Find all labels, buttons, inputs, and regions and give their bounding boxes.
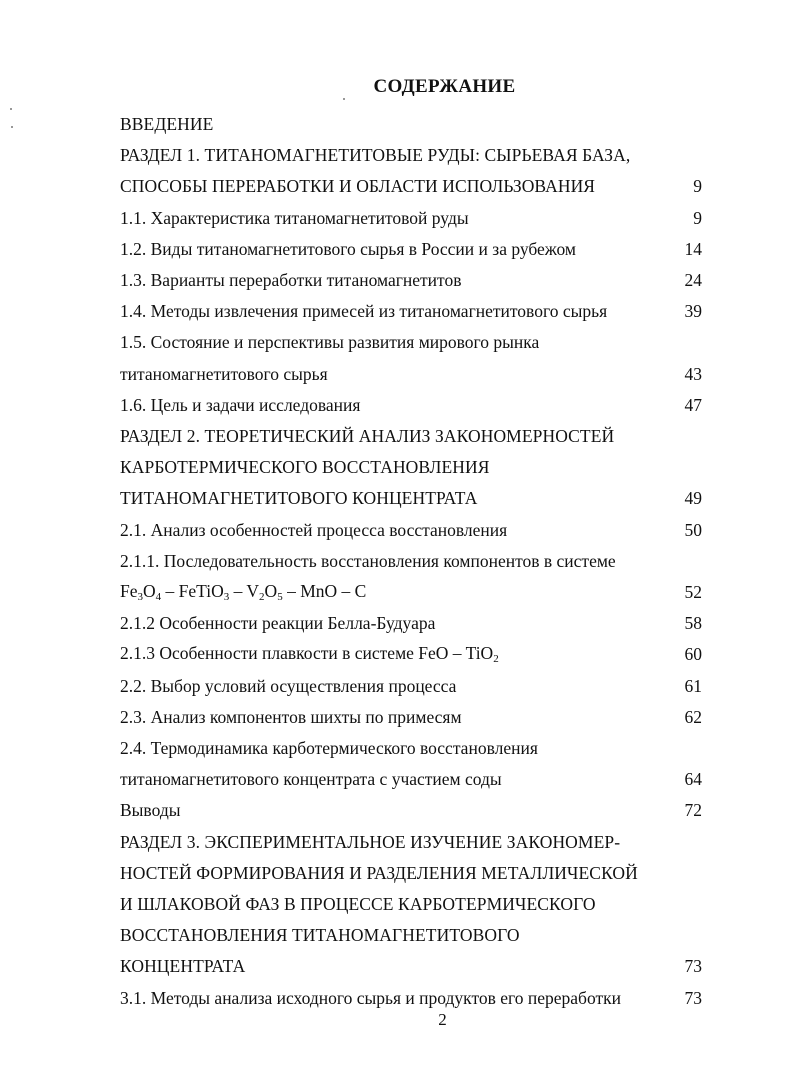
toc-row	[120, 672, 702, 703]
toc-entry-text: 2.3. Анализ компонентов шихты по примесям	[120, 706, 462, 727]
toc-entry-text: титаномагнетитового концентрата с участием соды	[120, 769, 502, 790]
toc-entry-text: 1.4. Методы извлечения примесей из титаномагнетитового сырья	[120, 301, 608, 322]
toc-entry-text: 2.1.1. Последовательность восстановления компонентов в системе	[120, 550, 616, 571]
toc-entry-text: 1.3. Варианты переработки титаномагнетитов	[120, 270, 462, 290]
toc-row	[120, 578, 702, 609]
toc-row	[120, 890, 702, 921]
toc-entry-text: Выводы	[120, 800, 181, 821]
toc-entry-text: 1.5. Состояние и перспективы развития мирового рынка	[120, 332, 540, 353]
toc-row	[120, 765, 702, 796]
toc-entry-page: 9	[693, 207, 702, 228]
toc-entry-text: 1.2. Виды титаномагнетитового сырья в России и за рубежом	[120, 238, 576, 259]
toc-entry-text: НОСТЕЙ ФОРМИРОВАНИЯ И РАЗДЕЛЕНИЯ МЕТАЛЛИЧЕСКОЙ	[120, 862, 638, 883]
toc-row	[120, 609, 702, 640]
toc-entry-page: 64	[684, 769, 702, 790]
toc-entry-text: титаномагнетитового сырья	[120, 363, 328, 384]
toc-row	[120, 516, 702, 547]
toc-entry-text: $Fe_3O_4$ – FeTiO$_3$ – $V_2O_5$ – MnO – C	[120, 581, 367, 603]
toc-row	[120, 360, 702, 391]
toc-entry-page: 50	[684, 519, 702, 540]
toc-entry-text: 2.1.2 Особенности реакции Белла-Будуара	[120, 613, 436, 634]
toc-entry-text: 2.1.3 Особенности плавкости в системе FeO – TiO$_2$	[120, 643, 499, 666]
toc-entry-page: 72	[684, 800, 702, 821]
toc-entry-page: 62	[684, 706, 702, 727]
toc-row	[120, 734, 702, 765]
toc-entry-page: 49	[684, 488, 702, 509]
toc-row	[120, 547, 702, 578]
toc-row	[120, 703, 702, 734]
page-number: 2	[438, 1010, 447, 1029]
toc-entry-page: 14	[684, 238, 702, 259]
scan-speck	[11, 126, 13, 128]
toc-entry-text: 1.1. Характеристика титаномагнетитовой руды	[120, 207, 469, 228]
toc-entry-page: 60	[684, 644, 702, 665]
toc-entry-text: СПОСОБЫ ПЕРЕРАБОТКИ И ОБЛАСТИ ИСПОЛЬЗОВАНИЯ	[120, 176, 596, 197]
toc-entry-text: КОНЦЕНТРАТА	[120, 956, 246, 977]
toc-entry-page: 43	[684, 363, 702, 384]
toc-entry-page: 9	[693, 176, 702, 197]
toc-entry-page: 39	[684, 301, 702, 322]
toc-entry-page: 73	[684, 956, 702, 977]
toc-entry-page: 47	[684, 394, 702, 415]
toc-entry-text: 2.2. Выбор условий осуществления процесса	[120, 675, 457, 696]
toc-entry-text: ТИТАНОМАГНЕТИТОВОГО КОНЦЕНТРАТА	[120, 488, 478, 509]
toc-entry-page: 58	[684, 613, 702, 634]
toc-entry-page: 73	[684, 987, 702, 1008]
toc-row	[120, 828, 702, 859]
scan-speck	[343, 98, 345, 100]
toc-row	[120, 859, 702, 890]
toc-row	[120, 235, 702, 266]
toc-entry-text: ВОССТАНОВЛЕНИЯ ТИТАНОМАГНЕТИТОВОГО	[120, 925, 520, 946]
toc-entry-text: 2.4. Термодинамика карботермического восстановления	[120, 738, 538, 758]
toc-entry-page: 24	[684, 270, 702, 290]
toc-row	[120, 391, 702, 422]
toc-entry-text: И ШЛАКОВОЙ ФАЗ В ПРОЦЕССЕ КАРБОТЕРМИЧЕСКОГО	[120, 894, 596, 914]
toc-row	[120, 453, 702, 484]
page-title: СОДЕРЖАНИЕ	[373, 76, 516, 97]
toc-row	[120, 484, 702, 515]
toc-entry-text: 1.6. Цель и задачи исследования	[120, 394, 361, 415]
toc-entry-text: РАЗДЕЛ 2. ТЕОРЕТИЧЕСКИЙ АНАЛИЗ ЗАКОНОМЕРНОСТЕЙ	[120, 426, 615, 446]
toc-row	[120, 422, 702, 453]
toc-row	[120, 297, 702, 328]
toc-entry-text: ВВЕДЕНИЕ	[120, 114, 214, 134]
scan-speck	[10, 108, 12, 110]
toc-entry-text: КАРБОТЕРМИЧЕСКОГО ВОССТАНОВЛЕНИЯ	[120, 457, 490, 478]
toc-entry-text: 2.1. Анализ особенностей процесса восстановления	[120, 519, 508, 540]
toc-row	[120, 640, 702, 671]
toc-row	[120, 796, 702, 827]
toc-row	[120, 172, 702, 203]
toc-entry-text: РАЗДЕЛ 1. ТИТАНОМАГНЕТИТОВЫЕ РУДЫ: СЫРЬЕВАЯ БАЗА,	[120, 145, 631, 166]
toc-row	[120, 952, 702, 983]
toc-entry-page: 61	[684, 675, 702, 696]
toc-entry-page: 52	[684, 582, 702, 602]
toc-row	[120, 328, 702, 359]
toc-row	[120, 110, 702, 141]
toc-row	[120, 921, 702, 952]
toc-row	[120, 266, 702, 297]
toc-row	[120, 204, 702, 235]
toc-row	[120, 141, 702, 172]
toc-entry-text: РАЗДЕЛ 3. ЭКСПЕРИМЕНТАЛЬНОЕ ИЗУЧЕНИЕ ЗАКОНОМЕР-	[120, 831, 621, 852]
toc-entry-text: 3.1. Методы анализа исходного сырья и продуктов его переработки	[120, 987, 621, 1008]
